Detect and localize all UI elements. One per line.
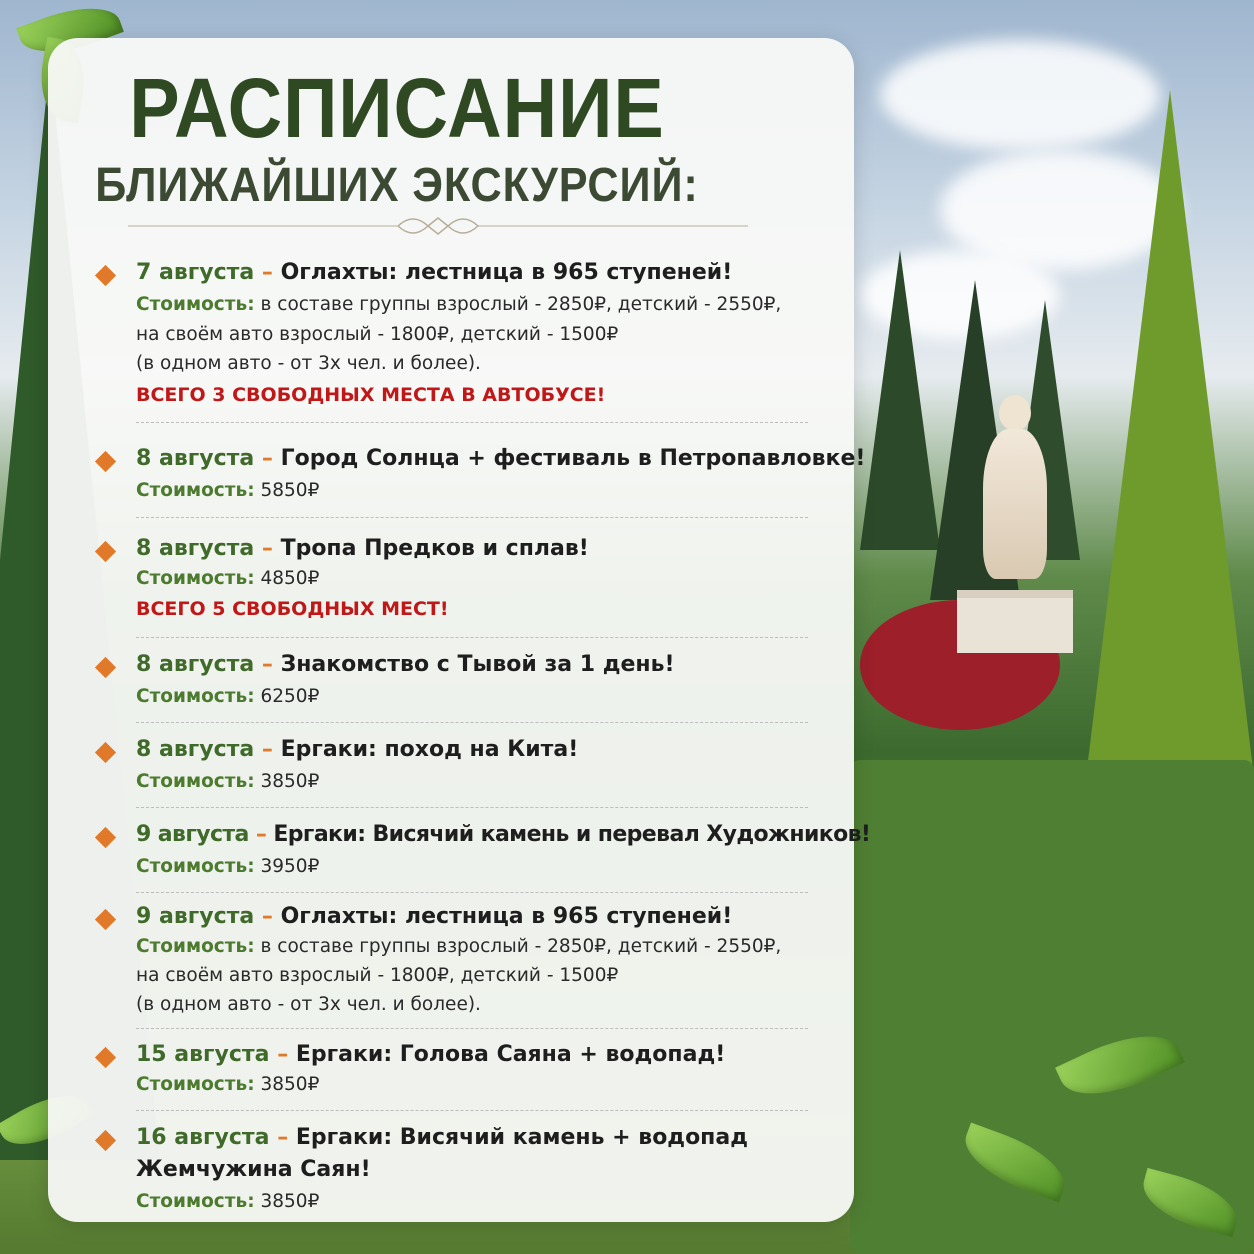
excursion-cost-note: (в одном авто - от 3х чел. и более). [136, 994, 481, 1015]
statue [975, 395, 1055, 645]
excursion-title: 8 августа – Знакомство с Тывой за 1 день! [136, 652, 675, 677]
excursion-cost: Стоимость: 5850₽ [136, 480, 320, 501]
excursion-title: 7 августа – Оглахты: лестница в 965 ступеней! [136, 260, 733, 285]
excursion-cost: Стоимость: в составе группы взрослый - 2850₽, детский - 2550₽, [136, 294, 782, 315]
excursion-cost: Стоимость: 3950₽ [136, 856, 320, 877]
bullet-icon [95, 1130, 116, 1151]
divider [136, 637, 808, 638]
excursion-title: 8 августа – Город Солнца + фестиваль в Петропавловке! [136, 446, 866, 471]
excursion-cost: Стоимость: 3850₽ [136, 771, 320, 792]
divider [136, 517, 808, 518]
seats-alert: ВСЕГО 3 СВОБОДНЫХ МЕСТА В АВТОБУСЕ! [136, 384, 606, 406]
bullet-icon [95, 827, 116, 848]
bullet-icon [95, 1047, 116, 1068]
divider [136, 807, 808, 808]
divider [136, 892, 808, 893]
page-title: РАСПИСАНИЕ [129, 61, 665, 155]
excursion-cost: Стоимость: 6250₽ [136, 686, 320, 707]
bullet-icon [95, 265, 116, 286]
bullet-icon [95, 657, 116, 678]
schedule-card [48, 38, 871, 1222]
divider [136, 1110, 808, 1111]
page-subtitle: БЛИЖАЙШИХ ЭКСКУРСИЙ: [95, 159, 699, 212]
excursion-title: 9 августа – Ергаки: Висячий камень и перевал Художников! [136, 822, 871, 847]
excursion-cost: Стоимость: 3850₽ [136, 1191, 320, 1212]
excursion-cost-detail: на своём авто взрослый - 1800₽, детский - 1500₽ [136, 965, 619, 986]
divider [136, 422, 808, 423]
divider [136, 1028, 808, 1029]
excursion-cost: Стоимость: 3850₽ [136, 1074, 320, 1095]
divider [136, 722, 808, 723]
excursion-cost: Стоимость: в составе группы взрослый - 2850₽, детский - 2550₽, [136, 936, 782, 957]
excursion-title: 16 августа – Ергаки: Висячий камень + водопад [136, 1125, 748, 1150]
bullet-icon [95, 541, 116, 562]
excursion-cost: Стоимость: 4850₽ [136, 568, 320, 589]
divider-ornament-icon [128, 211, 748, 241]
bullet-icon [95, 909, 116, 930]
excursion-cost-detail: на своём авто взрослый - 1800₽, детский - 1500₽ [136, 324, 619, 345]
excursion-title: 8 августа – Тропа Предков и сплав! [136, 536, 589, 561]
seats-alert: ВСЕГО 5 СВОБОДНЫХ МЕСТ! [136, 598, 449, 620]
excursion-title-continued: Жемчужина Саян! [136, 1157, 371, 1182]
excursion-title: 8 августа – Ергаки: поход на Кита! [136, 737, 579, 762]
excursion-cost-note: (в одном авто - от 3х чел. и более). [136, 353, 481, 374]
bullet-icon [95, 451, 116, 472]
bullet-icon [95, 742, 116, 763]
excursion-title: 15 августа – Ергаки: Голова Саяна + водопад! [136, 1042, 726, 1067]
excursion-title: 9 августа – Оглахты: лестница в 965 ступеней! [136, 904, 733, 929]
